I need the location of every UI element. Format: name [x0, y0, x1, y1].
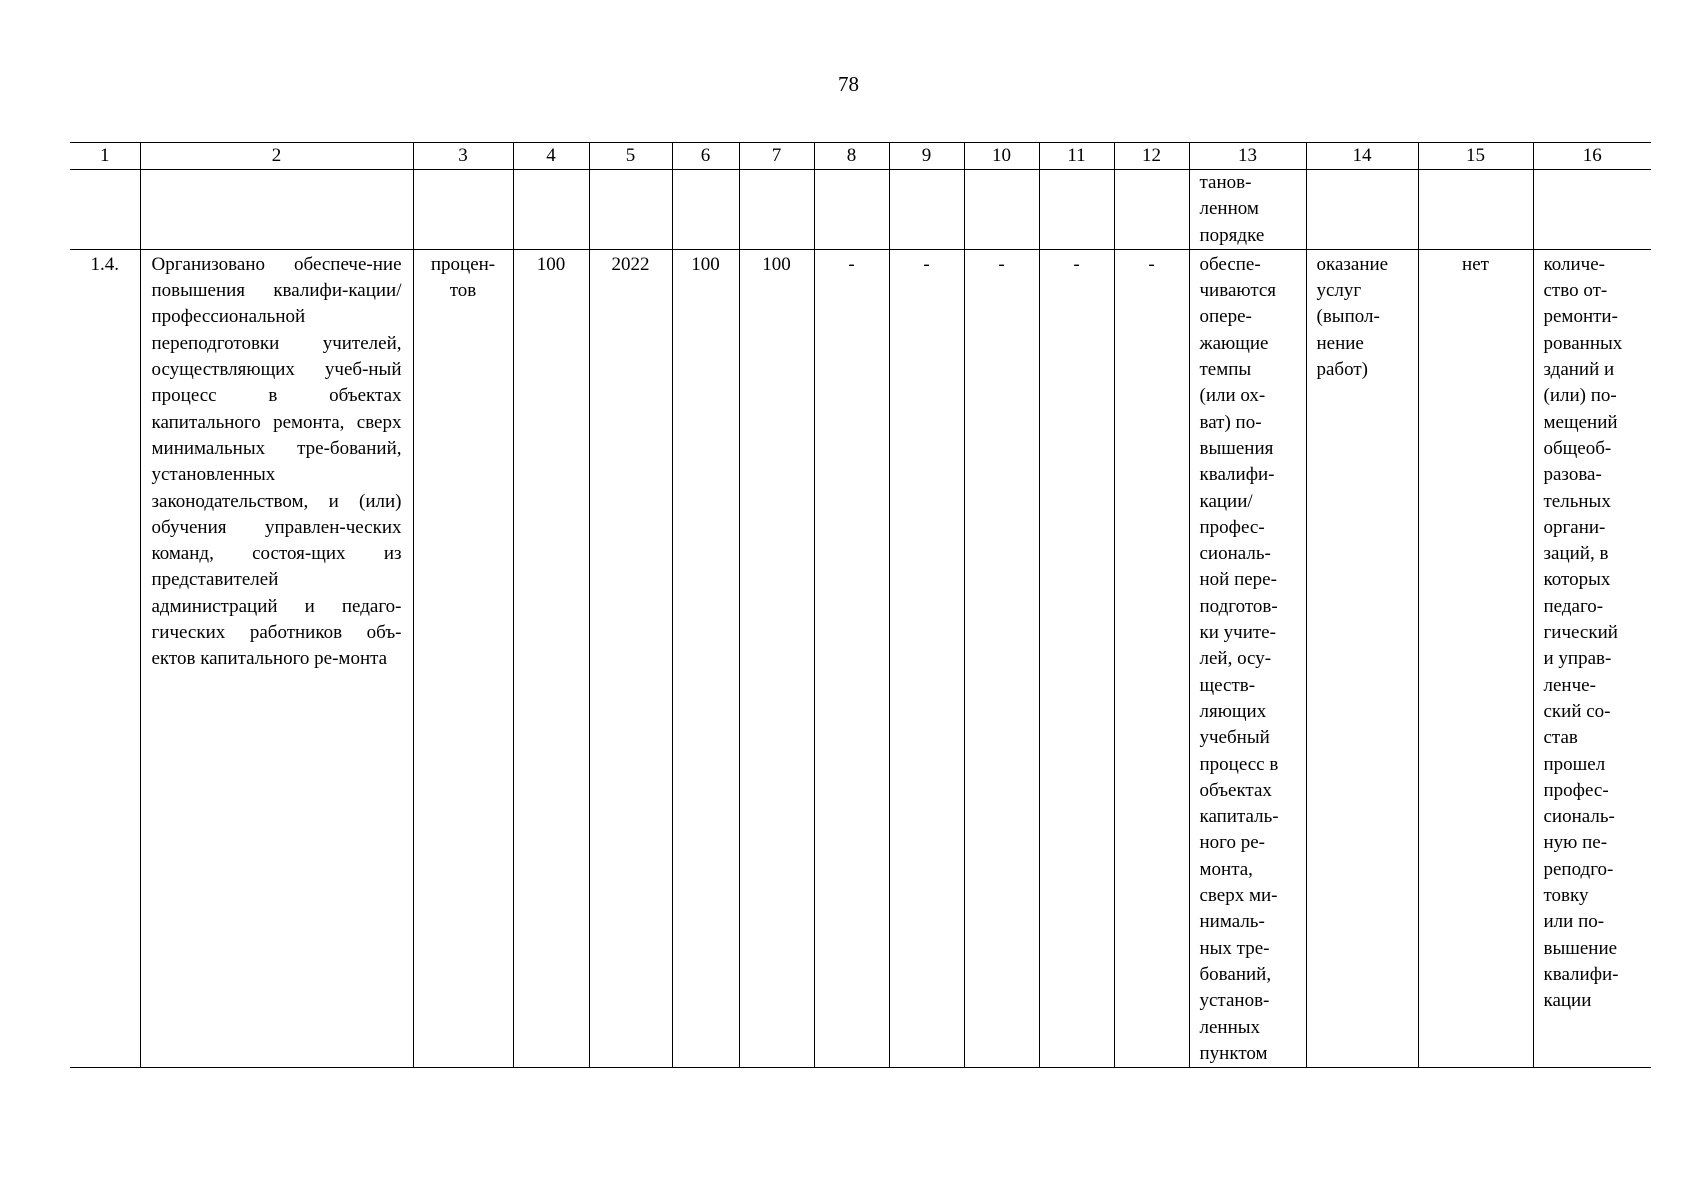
dash-cell: - [1114, 249, 1189, 1067]
column-header: 11 [1039, 143, 1114, 170]
table-cell [140, 170, 413, 250]
column-header: 7 [739, 143, 814, 170]
column-header: 13 [1189, 143, 1306, 170]
table-cell [964, 170, 1039, 250]
dash-cell: - [964, 249, 1039, 1067]
column-header: 14 [1306, 143, 1418, 170]
dash-cell: - [814, 249, 889, 1067]
value-cell: 100 [513, 249, 589, 1067]
characteristics-cell: количе- ство от- ремонти- рованных зданий и (или) по- мещений общеоб- разова- тельных органи- заций, в которых педаго- гический и управ- ленче- ский со- став прошел профес- сиональ- ную пе- реподго- товку или по- вышение квалифи- кации [1533, 249, 1651, 1067]
column-header: 5 [589, 143, 672, 170]
column-header: 4 [513, 143, 589, 170]
flag-cell: нет [1418, 249, 1533, 1067]
column-header: 8 [814, 143, 889, 170]
dash-cell: - [1039, 249, 1114, 1067]
value-cell: 100 [672, 249, 739, 1067]
table-cell [70, 170, 140, 250]
table-cell [672, 170, 739, 250]
header-row [70, 143, 1651, 170]
activity-type-cell: оказание услуг (выпол- нение работ) [1306, 249, 1418, 1067]
table-cell [1306, 170, 1418, 250]
table-row-1-4 [70, 249, 1651, 1067]
table-cell [589, 170, 672, 250]
column-header: 12 [1114, 143, 1189, 170]
page-number: 78 [838, 72, 859, 96]
row-number-cell: 1.4. [70, 249, 140, 1067]
table-row-continuation [70, 170, 1651, 250]
column-header: 10 [964, 143, 1039, 170]
continued-text-cell: танов- ленном порядке [1189, 170, 1306, 250]
table-cell [739, 170, 814, 250]
table-cell [814, 170, 889, 250]
table-cell [1533, 170, 1651, 250]
table-cell [889, 170, 964, 250]
table-cell [1114, 170, 1189, 250]
indicators-table [70, 142, 1651, 1068]
year-cell: 2022 [589, 249, 672, 1067]
table-cell [1418, 170, 1533, 250]
table-header [70, 143, 1651, 170]
table-cell [513, 170, 589, 250]
table-cell [413, 170, 513, 250]
column-header: 9 [889, 143, 964, 170]
result-description-cell: обеспе- чиваются опере- жающие темпы (или ох- ват) по- вышения квалифи- кации/ профес- сиональ- ной пере- подготов- ки учите- лей, осу- ществ- ляющих учебный процесс в объектах капиталь- ного ре- монта, сверх ми- нималь- ных тре- бований, установ- ленных пунктом [1189, 249, 1306, 1067]
value-cell: 100 [739, 249, 814, 1067]
column-header: 15 [1418, 143, 1533, 170]
table-cell [1039, 170, 1114, 250]
column-header: 6 [672, 143, 739, 170]
unit-cell: процен- тов [413, 249, 513, 1067]
column-header: 3 [413, 143, 513, 170]
column-header: 1 [70, 143, 140, 170]
column-header: 16 [1533, 143, 1651, 170]
column-header: 2 [140, 143, 413, 170]
dash-cell: - [889, 249, 964, 1067]
description-cell: Организовано обеспече-ние повышения квалифи-кации/профессиональной переподготовки учителей, осуществляющих учеб-ный процесс в объектах капитального ремонта, сверх минимальных тре-бований, установленных законодательством, и (или) обучения управлен-ческих команд, состоя-щих из представителей администраций и педаго-гических работников объ-ектов капитального ре-монта [140, 249, 413, 1067]
